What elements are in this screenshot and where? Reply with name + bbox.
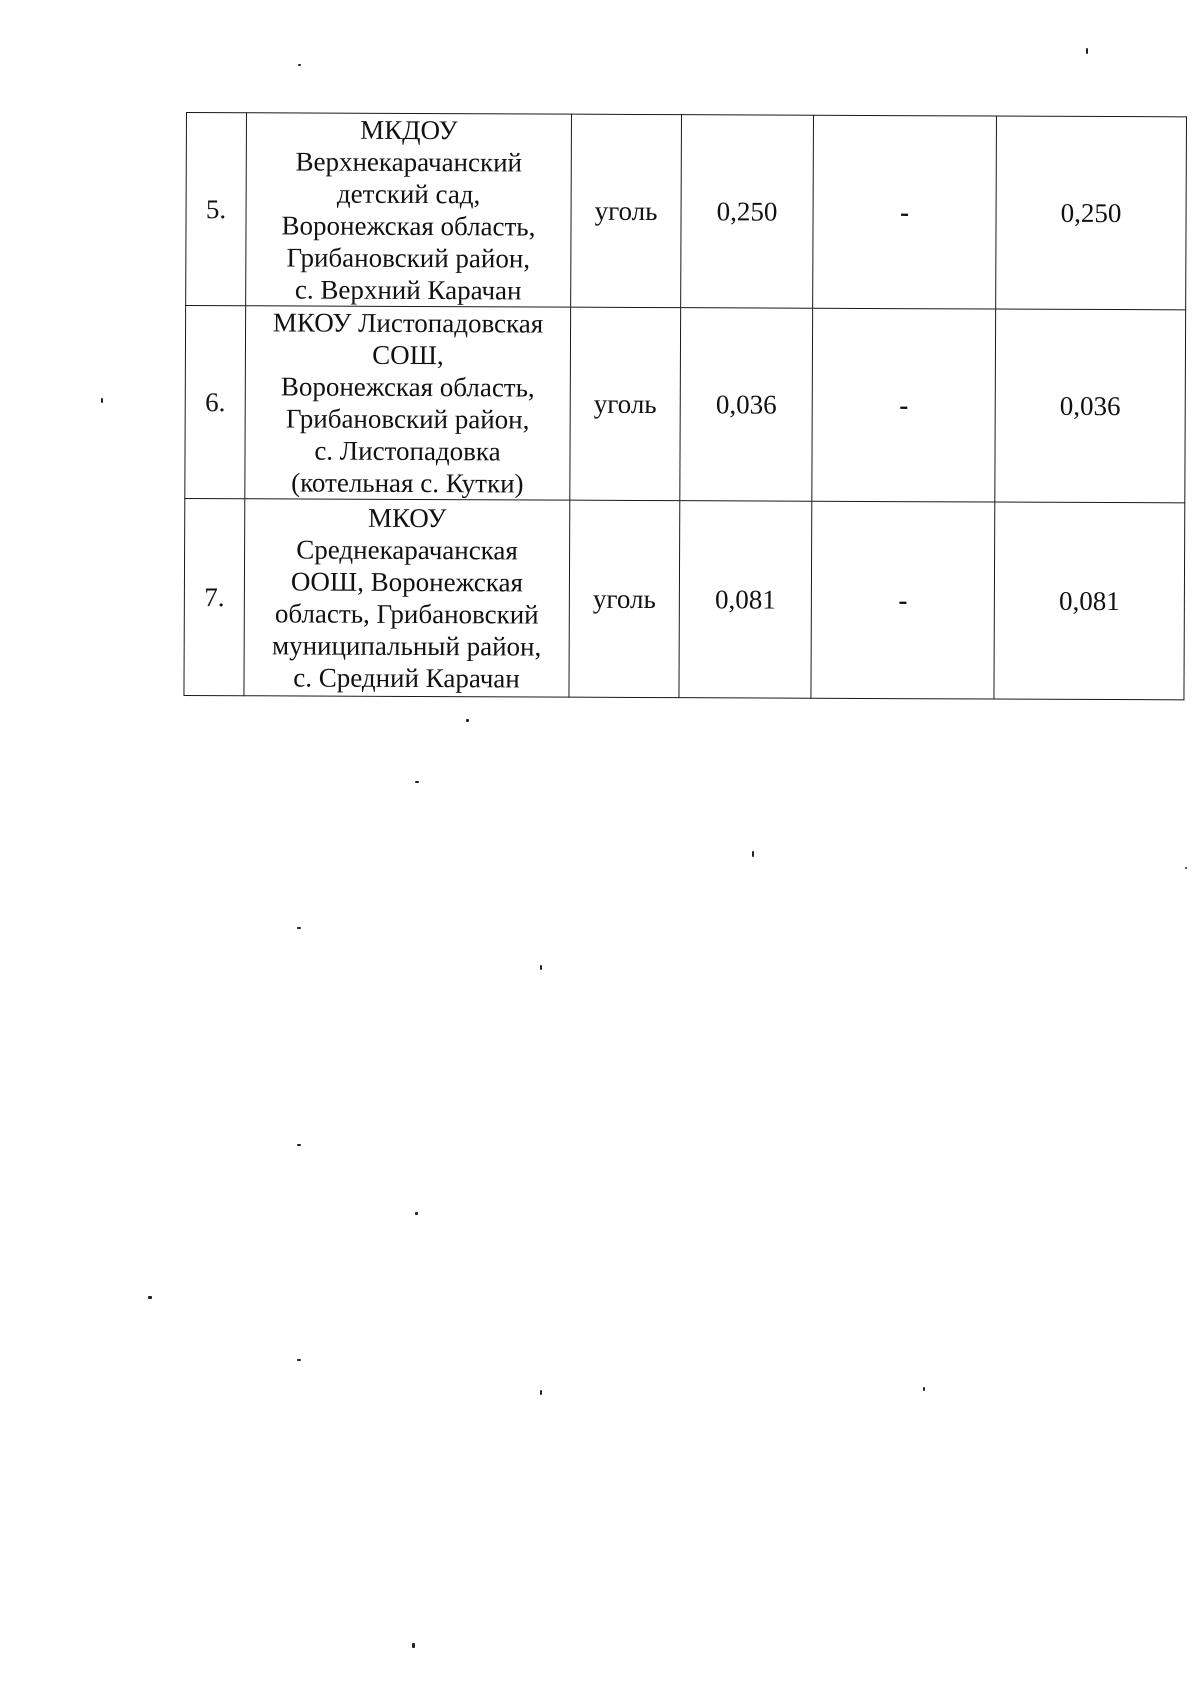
organization-cell bbox=[246, 113, 572, 307]
scan-speck bbox=[412, 1643, 415, 1648]
scan-speck bbox=[297, 927, 301, 929]
scan-speck bbox=[297, 1144, 301, 1146]
scan-speck bbox=[1185, 867, 1187, 869]
organization-line: область, Грибановский bbox=[274, 598, 539, 630]
table-row bbox=[185, 306, 1186, 503]
scan-speck bbox=[540, 965, 542, 970]
value-2-cell: - bbox=[812, 308, 996, 502]
organization-line: МКОУ bbox=[367, 502, 447, 534]
value-3-cell: 0,250 bbox=[996, 116, 1187, 310]
scan-speck bbox=[415, 1212, 418, 1215]
scan-speck bbox=[297, 1359, 301, 1361]
table-row bbox=[186, 113, 1187, 310]
row-number-cell: 5. bbox=[186, 113, 247, 306]
organization-line: МКОУ Листопадовская bbox=[272, 307, 544, 339]
organization-line: Грибановский район, bbox=[285, 403, 530, 435]
scan-speck bbox=[1086, 48, 1088, 54]
scan-speck bbox=[923, 1387, 925, 1391]
fuel-table bbox=[183, 112, 1187, 700]
scan-speck bbox=[415, 781, 419, 783]
row-number-cell: 6. bbox=[185, 306, 246, 499]
organization-line: ООШ, Воронежская bbox=[290, 566, 523, 598]
value-3-cell: 0,036 bbox=[995, 309, 1186, 503]
organization-line: детский сад, bbox=[336, 178, 481, 210]
organization-line: муниципальный район, bbox=[271, 630, 542, 662]
organization-line: с. Средний Карачан bbox=[293, 662, 520, 694]
value-1-cell: 0,036 bbox=[680, 308, 813, 502]
fuel-cell: уголь bbox=[570, 307, 681, 500]
scan-speck bbox=[466, 719, 469, 722]
organization-line: Воронежская область, bbox=[280, 371, 535, 403]
organization-line: МКДОУ bbox=[360, 114, 458, 146]
scan-speck bbox=[540, 1390, 542, 1395]
organization-line: Грибановский район, bbox=[286, 242, 531, 274]
organization-line: Воронежская область, bbox=[281, 210, 536, 242]
organization-line: Верхнекарачанский bbox=[295, 146, 523, 178]
organization-line: с. Листопадовка bbox=[314, 435, 501, 467]
fuel-cell: уголь bbox=[571, 114, 682, 307]
scan-speck bbox=[752, 851, 754, 857]
value-2-cell: - bbox=[813, 115, 997, 309]
value-1-cell: 0,250 bbox=[681, 115, 814, 309]
value-1-cell: 0,081 bbox=[679, 501, 812, 699]
organization-cell bbox=[244, 499, 570, 697]
scan-speck bbox=[148, 1296, 152, 1299]
value-3-cell: 0,081 bbox=[994, 502, 1185, 700]
fuel-cell: уголь bbox=[569, 500, 680, 697]
organization-line: (котельная с. Кутки) bbox=[291, 467, 524, 499]
table-row bbox=[184, 498, 1185, 699]
organization-cell bbox=[245, 306, 571, 500]
organization-line: Среднекарачанская bbox=[296, 534, 518, 566]
organization-line: с. Верхний Карачан bbox=[294, 274, 522, 306]
scan-speck bbox=[101, 398, 103, 403]
organization-line: СОШ, bbox=[372, 339, 444, 371]
row-number-cell: 7. bbox=[184, 498, 245, 695]
scan-speck bbox=[298, 64, 301, 66]
value-2-cell: - bbox=[811, 501, 995, 699]
